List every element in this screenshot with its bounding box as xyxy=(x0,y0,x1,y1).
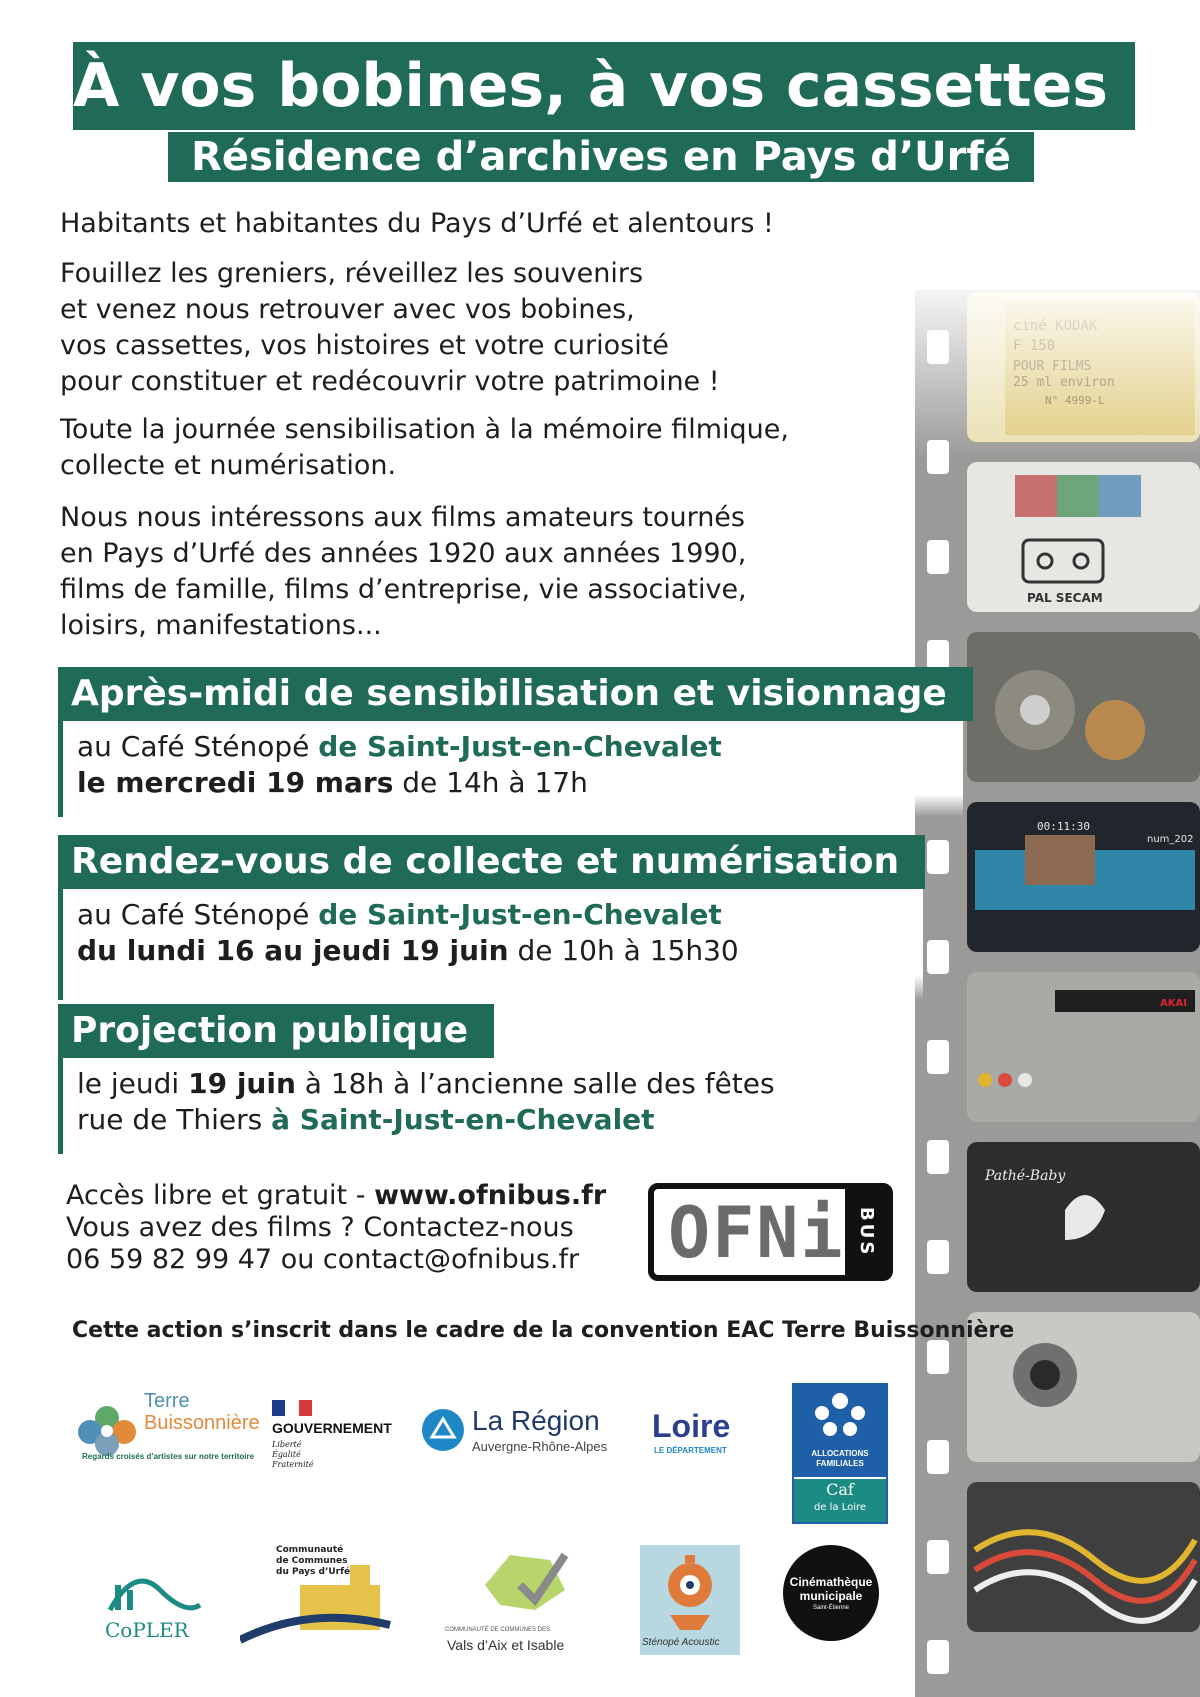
logo-vals-aix-isable xyxy=(445,1545,605,1655)
logo-stenope xyxy=(640,1545,740,1655)
venue-town: de Saint-Just-en-Chevalet xyxy=(318,898,722,931)
copler-name: CoPLER xyxy=(105,1618,189,1642)
intro-line: loisirs, manifestations... xyxy=(60,610,382,641)
gouv-motto-2: Égalité xyxy=(272,1450,301,1459)
event-date: 19 juin xyxy=(188,1067,296,1100)
section-collecte xyxy=(58,835,923,1000)
page-title: À vos bobines, à vos cassettes ! xyxy=(73,42,1135,130)
intro-line: collecte et numérisation. xyxy=(60,450,397,481)
logo-gouvernement xyxy=(272,1400,412,1475)
section-heading: Projection publique xyxy=(63,1004,494,1058)
event-street: rue de Thiers xyxy=(77,1103,272,1136)
contact-invite: Vous avez des films ? Contactez-nous xyxy=(66,1212,574,1243)
venue-town: de Saint-Just-en-Chevalet xyxy=(318,730,722,763)
caf-line1: ALLOCATIONS xyxy=(811,1449,869,1458)
event-date: du lundi 16 au jeudi 19 juin xyxy=(77,934,509,967)
section-body xyxy=(63,721,963,801)
copler-bridge-icon xyxy=(105,1560,205,1615)
contact-block xyxy=(66,1180,606,1276)
intro-line: Fouillez les greniers, réveillez les souvenirs xyxy=(60,258,644,289)
gouv-motto-3: Fraternité xyxy=(272,1460,314,1469)
region-icon xyxy=(420,1407,466,1453)
region-name: La Région xyxy=(472,1405,600,1436)
venue-text: au Café Sténopé xyxy=(77,730,319,763)
vals-name: Vals d’Aix et Isable xyxy=(447,1637,565,1653)
logo-region xyxy=(420,1405,630,1460)
logo-copler xyxy=(105,1560,205,1645)
cinematheque-line2: municipale xyxy=(799,1589,863,1603)
page-subtitle: Résidence d’archives en Pays d’Urfé xyxy=(168,132,1034,182)
terre-tagline: Regards croisés d’artistes sur notre territoire xyxy=(82,1452,255,1461)
section-projection xyxy=(58,1004,903,1154)
venue-town: à Saint-Just-en-Chevalet xyxy=(271,1103,655,1136)
ccpu-line1: Communauté xyxy=(276,1545,344,1555)
intro-paragraph-4 xyxy=(60,500,870,644)
eac-note: Cette action s’inscrit dans le cadre de la convention EAC Terre Buissonnière xyxy=(72,1318,1015,1343)
section-heading: Après-midi de sensibilisation et visionnage xyxy=(63,667,973,721)
contact-phone-email[interactable]: 06 59 82 99 47 ou contact@ofnibus.fr xyxy=(66,1244,580,1275)
intro-line: Toute la journée sensibilisation à la mémoire filmique, xyxy=(60,414,789,445)
section-heading: Rendez-vous de collecte et numérisation xyxy=(63,835,925,889)
intro-line: vos cassettes, vos histoires et votre curiosité xyxy=(60,330,669,361)
intro-line: Nous nous intéressons aux films amateurs tournés xyxy=(60,502,745,533)
flower-icon xyxy=(72,1398,142,1458)
ofni-logo-tag: BUS xyxy=(845,1189,887,1275)
logo-cinematheque xyxy=(783,1545,879,1641)
logo-pays-urfe xyxy=(240,1545,400,1655)
gouv-name: GOUVERNEMENT xyxy=(272,1420,392,1436)
caf-line4: de la Loire xyxy=(813,1502,867,1513)
event-text: le jeudi xyxy=(77,1067,189,1100)
region-sub: Auvergne-Rhône-Alpes xyxy=(472,1439,608,1454)
website-link[interactable]: www.ofnibus.fr xyxy=(374,1180,607,1211)
terre-line2: Buissonnière xyxy=(144,1412,260,1434)
filmstrip-illustration xyxy=(915,290,1200,1697)
cinematheque-line3: Saint-Étienne xyxy=(812,1605,850,1611)
caf-panel xyxy=(794,1385,886,1477)
caf-line2: FAMILIALES xyxy=(816,1459,864,1468)
event-hours: de 10h à 15h30 xyxy=(508,934,739,967)
french-flag-icon xyxy=(272,1400,312,1416)
caf-line3: Caf xyxy=(826,1480,854,1499)
event-date: le mercredi 19 mars xyxy=(77,766,394,799)
event-place: à 18h à l’ancienne salle des fêtes xyxy=(295,1067,775,1100)
access-text: Accès libre et gratuit - xyxy=(66,1180,375,1211)
ofnibus-logo xyxy=(648,1183,893,1281)
intro-paragraph-2 xyxy=(60,256,870,400)
caf-people-icon xyxy=(794,1387,886,1447)
intro-line: en Pays d’Urfé des années 1920 aux années 1990, xyxy=(60,538,747,569)
ccpu-line3: du Pays d’Urfé xyxy=(276,1567,351,1577)
stenope-name: Sténopé Acoustic xyxy=(642,1637,720,1648)
event-hours: de 14h à 17h xyxy=(393,766,588,799)
section-body xyxy=(63,889,923,969)
intro-paragraph-3 xyxy=(60,412,870,484)
loire-sub: LE DÉPARTEMENT xyxy=(654,1446,727,1455)
vals-map-icon xyxy=(480,1545,570,1615)
loire-name: Loire xyxy=(652,1408,731,1444)
venue-text: au Café Sténopé xyxy=(77,898,319,931)
logo-terre-buissonniere xyxy=(72,1390,262,1470)
intro-paragraph-1 xyxy=(60,206,870,242)
robot-icon xyxy=(640,1545,740,1635)
ccpu-line2: de Communes xyxy=(276,1556,348,1566)
vals-small: COMMUNAUTÉ DE COMMUNES DES xyxy=(445,1627,551,1633)
cinematheque-line1: Cinémathèque xyxy=(789,1575,873,1589)
intro-line: Habitants et habitantes du Pays d’Urfé et alentours ! xyxy=(60,208,774,239)
logo-caf xyxy=(792,1383,888,1524)
intro-line: et venez nous retrouver avec vos bobines, xyxy=(60,294,635,325)
gouv-motto-1: Liberté xyxy=(272,1440,302,1449)
logo-loire xyxy=(652,1408,757,1458)
intro-line: films de famille, films d’entreprise, vie associative, xyxy=(60,574,747,605)
section-sensibilisation xyxy=(58,667,963,817)
ofni-logo-word: OFNi xyxy=(668,1192,845,1274)
terre-line1: Terre xyxy=(144,1390,190,1412)
intro-line: pour constituer et redécouvrir votre patrimoine ! xyxy=(60,366,720,397)
section-body xyxy=(63,1058,903,1138)
